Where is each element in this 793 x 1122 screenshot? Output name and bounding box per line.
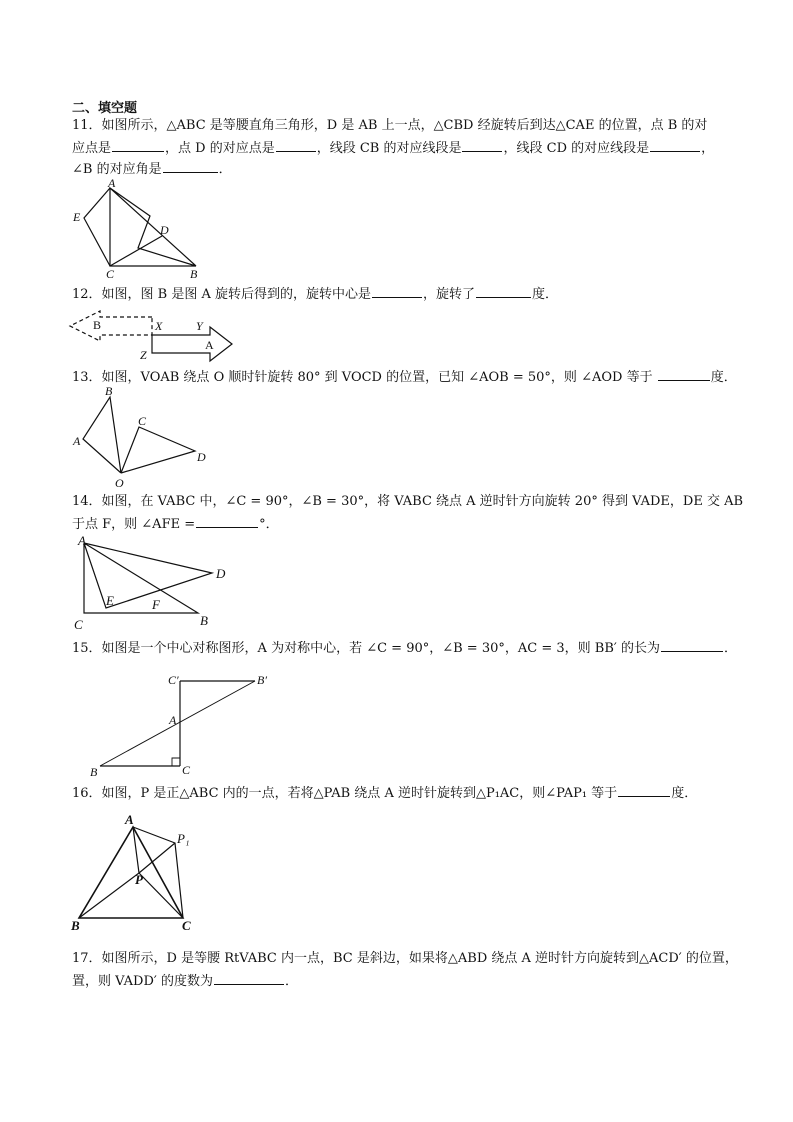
seg-bb1 — [100, 681, 255, 766]
q12-figure — [60, 303, 250, 363]
label-a: A — [78, 533, 86, 548]
label-p1: P₁ — [177, 831, 190, 846]
label-d: D — [216, 566, 226, 581]
answer-blank[interactable] — [661, 639, 723, 652]
label-a: A — [205, 338, 214, 352]
label-c: C — [182, 918, 191, 933]
q11-seg-cd — [110, 236, 162, 266]
answer-blank[interactable] — [163, 160, 218, 173]
label-c: C — [74, 617, 83, 632]
label-c1: C′ — [168, 673, 179, 687]
answer-blank[interactable] — [196, 515, 258, 528]
answer-blank[interactable] — [650, 139, 700, 152]
q14-figure — [70, 533, 240, 633]
q11-line2: 应点是 ，点 D 的对应点是 ，线段 CB 的对应线段是 ，线段 CD 的对应线段是 ， — [72, 141, 715, 156]
answer-blank[interactable] — [372, 285, 422, 298]
label-a: A — [169, 713, 177, 727]
q12-line: 12．如图，图 B 是图 A 旋转后得到的，旋转中心是 ，旋转了 度． — [72, 287, 559, 302]
label-c: C — [138, 414, 147, 428]
right-angle-mark — [172, 758, 180, 766]
q17-line2: 置，则 VADD′ 的度数为 ． — [72, 974, 298, 989]
label-b: B — [105, 384, 113, 398]
label-z: Z — [140, 348, 147, 362]
label-b: B — [93, 318, 102, 332]
answer-blank[interactable] — [618, 784, 670, 797]
section-title: 二、填空题 — [72, 101, 138, 116]
q17-line1: 17．如图所示，D 是等腰 RtVABC 内一点，BC 是斜边，如果将△ABD 绕点 A 逆时针方向旋转到△ACD′ 的位置， — [72, 951, 738, 966]
q11-line1: 11．如图所示，△ABC 是等腰直角三角形，D 是 AB 上一点，△CBD 经旋转后到达△CAE 的位置，点 B 的对 — [72, 118, 708, 133]
answer-blank[interactable] — [276, 139, 316, 152]
q16-line: 16．如图，P 是正△ABC 内的一点，若将△PAB 绕点 A 逆时针旋转到△P₁AC，则∠PAP₁ 等于 度． — [72, 786, 698, 801]
q14-line2: 于点 F，则 ∠AFE = °． — [72, 517, 279, 532]
label-c: C — [182, 763, 191, 777]
label-b1: B′ — [257, 673, 267, 687]
q13-line: 13．如图，VOAB 绕点 O 顺时针旋转 80° 到 VOCD 的位置，已知 ∠AOB = 50°，则 ∠AOD 等于 度． — [72, 370, 737, 385]
label-a: A — [73, 434, 81, 448]
label-a: A — [108, 176, 116, 190]
answer-blank[interactable] — [476, 285, 531, 298]
tri-oab — [83, 397, 121, 473]
q11-segments — [110, 188, 196, 266]
seg-pc — [139, 873, 183, 918]
label-c: C — [106, 267, 115, 281]
label-b: B — [90, 765, 98, 779]
q15-figure — [85, 670, 275, 782]
answer-blank[interactable] — [658, 368, 710, 381]
tri-abc — [84, 543, 198, 613]
q11-line3: ∠B 的对应角是 ． — [72, 162, 232, 177]
q14-line1: 14．如图，在 VABC 中，∠C = 90°，∠B = 30°，将 VABC 绕点 A 逆时针方向旋转 20° 得到 VADE，DE 交 AB — [72, 494, 744, 509]
answer-blank[interactable] — [462, 139, 502, 152]
label-a: A — [125, 812, 134, 827]
label-e: E — [73, 210, 81, 224]
answer-blank[interactable] — [112, 139, 164, 152]
q13-figure — [65, 383, 225, 490]
label-o: O — [115, 476, 124, 490]
q16-figure — [65, 810, 215, 935]
arrow-b — [70, 311, 152, 341]
tri-ade — [84, 543, 212, 608]
label-e: E — [106, 593, 114, 608]
label-d: D — [197, 450, 206, 464]
answer-blank[interactable] — [214, 972, 284, 985]
label-b: B — [190, 267, 198, 281]
label-b: B — [200, 613, 208, 628]
q11-tri-cae — [84, 188, 110, 266]
tri-ocd — [121, 427, 195, 473]
label-d: D — [160, 223, 169, 237]
q11-figure — [60, 176, 210, 281]
label-x: X — [155, 319, 163, 333]
q15-line: 15．如图是一个中心对称图形，A 为对称中心，若 ∠C = 90°，∠B = 30°，AC = 3，则 BB′ 的长为 ． — [72, 641, 737, 656]
label-y: Y — [196, 319, 203, 333]
label-f: F — [152, 597, 160, 612]
label-p: P — [135, 872, 143, 887]
arrow-a — [152, 327, 232, 361]
label-b: B — [71, 918, 80, 933]
